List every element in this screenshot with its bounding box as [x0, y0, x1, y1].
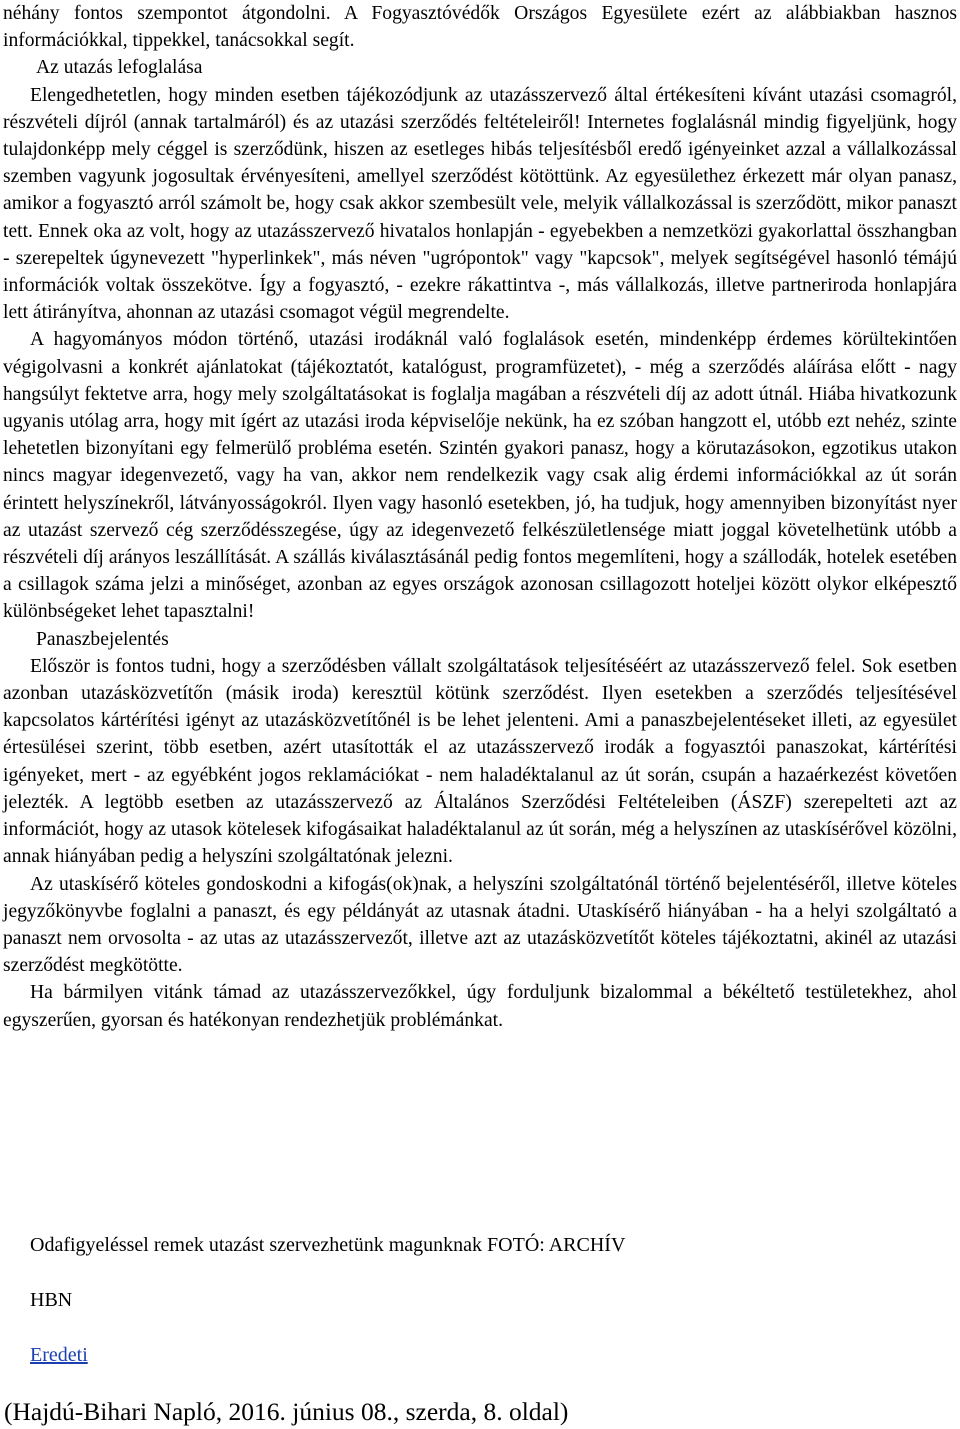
article-body — [3, 0, 957, 1034]
booking-paragraph-2: A hagyományos módon történő, utazási irodáknál való foglalások esetén, mindenképp érdemes körültekintően végigolvasni a konkrét ajánlatokat (tájékoztatót, katalógust, programfüzetet), - még a szerződés aláírása előtt - nagy hangsúlyt fektetve arra, hogy mely szolgáltatásokat is foglalja magában a részvételi díj az adott útnál. Hiába hivatkozunk ugyanis utólag arra, hogy mit ígért az utazási iroda képviselője nekünk, ha ez szóban hangzott el, utóbb ezt nehéz, szinte lehetetlen bizonyítani egy felmerülő probléma esetén. Szintén gyakori panasz, hogy a körutazásokon, egzotikus utakon nincs magyar idegenvezető, vagy ha van, akkor nem rendelkezik vagy csak alig érdemi információkkal az út során érintett helyszínekről, látványosságokról. Ilyen vagy hasonló esetekben, jó, ha tudjuk, hogy amennyiben bizonyítást nyer az utazást szervező cég szerződésszegése, úgy az idegenvezető felkészületlensége miatt joggal követelhetünk utóbb a részvételi díj arányos leszállítását. A szállás kiválasztásánál pedig fontos megemlíteni, hogy a szállodák, hotelek esetében a csillagok száma jelzi a minőséget, azonban az egyes országok azonosan csillagozott hoteljei között olykor elképesztő különbségeket lehet tapasztalni! — [3, 329, 957, 623]
section-heading-complaint: Panaszbejelentés — [36, 628, 169, 650]
section-heading-booking: Az utazás lefoglalása — [36, 57, 203, 79]
source-label: HBN — [30, 1289, 73, 1311]
photo-caption: Odafigyeléssel remek utazást szervezhetünk magunknak FOTÓ: ARCHÍV — [30, 1234, 626, 1256]
original-link[interactable]: Eredeti — [30, 1344, 88, 1366]
complaint-paragraph-1: Először is fontos tudni, hogy a szerződésben vállalt szolgáltatások teljesítéséért az utazásszervező felel. Sok esetben azonban utazásközvetítőn (másik iroda) keresztül kötünk szerződést. Ilyen esetekben a szerződés teljesítésével kapcsolatos kártérítési igényt az utazásközvetítőnél is be lehet jelenteni. Ami a panaszbejelentéseket illeti, az egyesület értesülései szerint, több esetben, azért utasították el az utazásszervező irodák a fogyasztói panaszokat, kártérítési igényeket, mert - az egyébként jogos reklamációkat - nem haladéktalanul az út során, csupán a hazaérkezést követően jelezték. A legtöbb esetben az utazásszervező az Általános Szerződési Feltételeiben (ÁSZF) szerepelteti azt az információt, hogy az utasok kötelesek kifogásaikat haladéktalanul az út során, még a helyszínen az utaskísérővel közölni, annak hiányában pedig a helyszíni szolgáltatónak jelezni. — [3, 655, 957, 868]
intro-paragraph: néhány fontos szempontot átgondolni. A Fogyasztóvédők Országos Egyesülete ezért az alábbiakban hasznos információkkal, tippekkel, tanácsokkal segít. — [3, 3, 957, 52]
complaint-paragraph-3: Ha bármilyen vitánk támad az utazásszervezőkkel, úgy forduljunk bizalommal a békéltető testületekhez, ahol egyszerűen, gyorsan és hatékonyan rendezhetjük problémánkat. — [3, 982, 957, 1031]
complaint-paragraph-2: Az utaskísérő köteles gondoskodni a kifogás(ok)nak, a helyszíni szolgáltatónál történő bejelentéséről, illetve köteles jegyzőkönyvbe foglalni a panaszt, és egy példányát az utasnak átadni. Utaskísérő hiányában - ha a helyi szolgáltató a panaszt nem orvosolta - az utas az utazásszervezőt, illetve azt az utazásközvetítőt köteles tájékoztatni, akinél az utazási szerződést megkötötte. — [3, 873, 957, 977]
booking-paragraph-1: Elengedhetetlen, hogy minden esetben tájékozódjunk az utazásszervező által értékesíteni kívánt utazási csomagról, részvételi díjról (annak tartalmáról) és az utazási szerződés feltételeiről! Internetes foglalásnál mindig figyeljünk, hogy tulajdonképp mely céggel is szerződünk, hiszen az esetleges hibás teljesítésből eredő igényeinket azzal a vállalkozással szemben vagyunk jogosultak érvényesíteni, amellyel szerződést kötöttünk. Az egyesülethez érkezett már olyan panasz, amikor a fogyasztó arról számolt be, hogy csak akkor szembesült vele, melyik vállalkozással is szerződött, mikor panaszt tett. Ennek oka az volt, hogy az utazásszervező hivatalos honlapján - egyebekben a nemzetközi gyakorlattal összhangban - szerepeltek úgynevezett "hyperlinkek", más néven "ugrópontok" vagy "kapcsok", melyek segítségével hasonló témájú információk voltak összekötve. Így a fogyasztó, - ezekre rákattintva -, más vállalkozás, illetve partneriroda honlapjára lett átirányítva, ahonnan az utazási csomagot végül megrendelte. — [3, 84, 957, 324]
publication-citation: (Hajdú-Bihari Napló, 2016. június 08., szerda, 8. oldal) — [4, 1397, 569, 1426]
